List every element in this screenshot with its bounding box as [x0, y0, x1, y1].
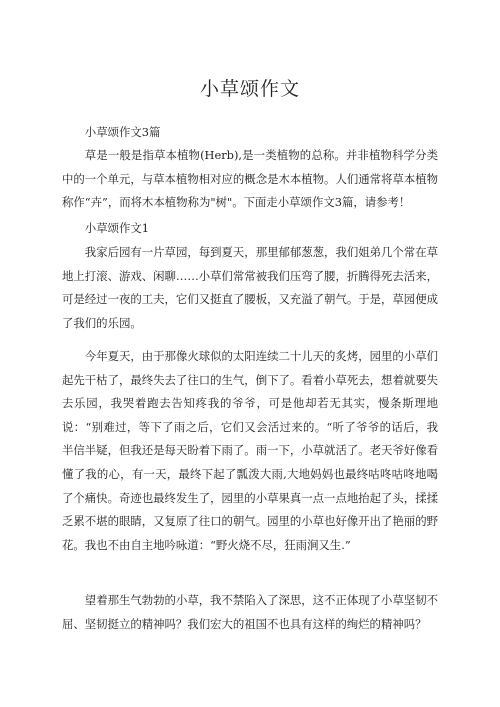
- subtitle-paragraph: 小草颂作文3篇: [84, 125, 161, 139]
- body-paragraph-2: 今年夏天，由于那像火球似的太阳连续二十儿天的炙烤，园里的小草们起先干枯了，最终失去了往口的生气，倒下了。看着小草死去，想着就要失去乐园，我哭着跑去告知疼我的爷爷，可是他却若无其实，慢条斯理地说：“别难过，等下了雨之后，它们又会活过来的。“听了爷爷的话后，我半信半疑，但我还是每天盼着下雨了。雨一下，小草就活了。老天爷好像看懂了我的心，有一天，最终下起了瓢泼大雨,大地妈妈也最终咕咚咕咚地喝了个痛快。奇迹也最终发生了，园里的小草果真一点一点地抬起了头，揉揉乏累不堪的眼睛，又复原了往口的朝气。园里的小草也好像开出了艳丽的野花。我也不由自主地吟咏道：“野火烧不尽，狂雨涧又生.”: [62, 349, 438, 552]
- body-paragraph-3: 望着那生气勃勃的小草，我不禁陷入了深思，这不正体现了小草坚韧不屈、坚韧挺立的精神吗？我们宏大的祖国不也具有这样的绚烂的精神吗？: [62, 593, 438, 631]
- document-title: 小草颂作文: [199, 78, 300, 100]
- body-paragraph-1: 我家后园有一片草园，每到夏天，那里郁郁葱葱，我们姐弟几个常在草地上打滚、游戏、闲聊……小草们常常被我们压弯了腰，折腾得死去活来，可是经过一夜的工夫，它们又挺直了腰板，又充溢了朝气。于是，草园便成了我们的乐园。: [62, 245, 438, 330]
- section-heading: 小草颂作文1: [84, 221, 149, 235]
- intro-paragraph: 草是一般是指草本植物(Herb),是一类植物的总称。并非植物科学分类中的一个单元，与草本植物相对应的概念是木本植物。人们通常将草本植物称作“卉”，而将木本植物称为"树"。下面走小草颂作文3篇，请参考！: [62, 148, 438, 210]
